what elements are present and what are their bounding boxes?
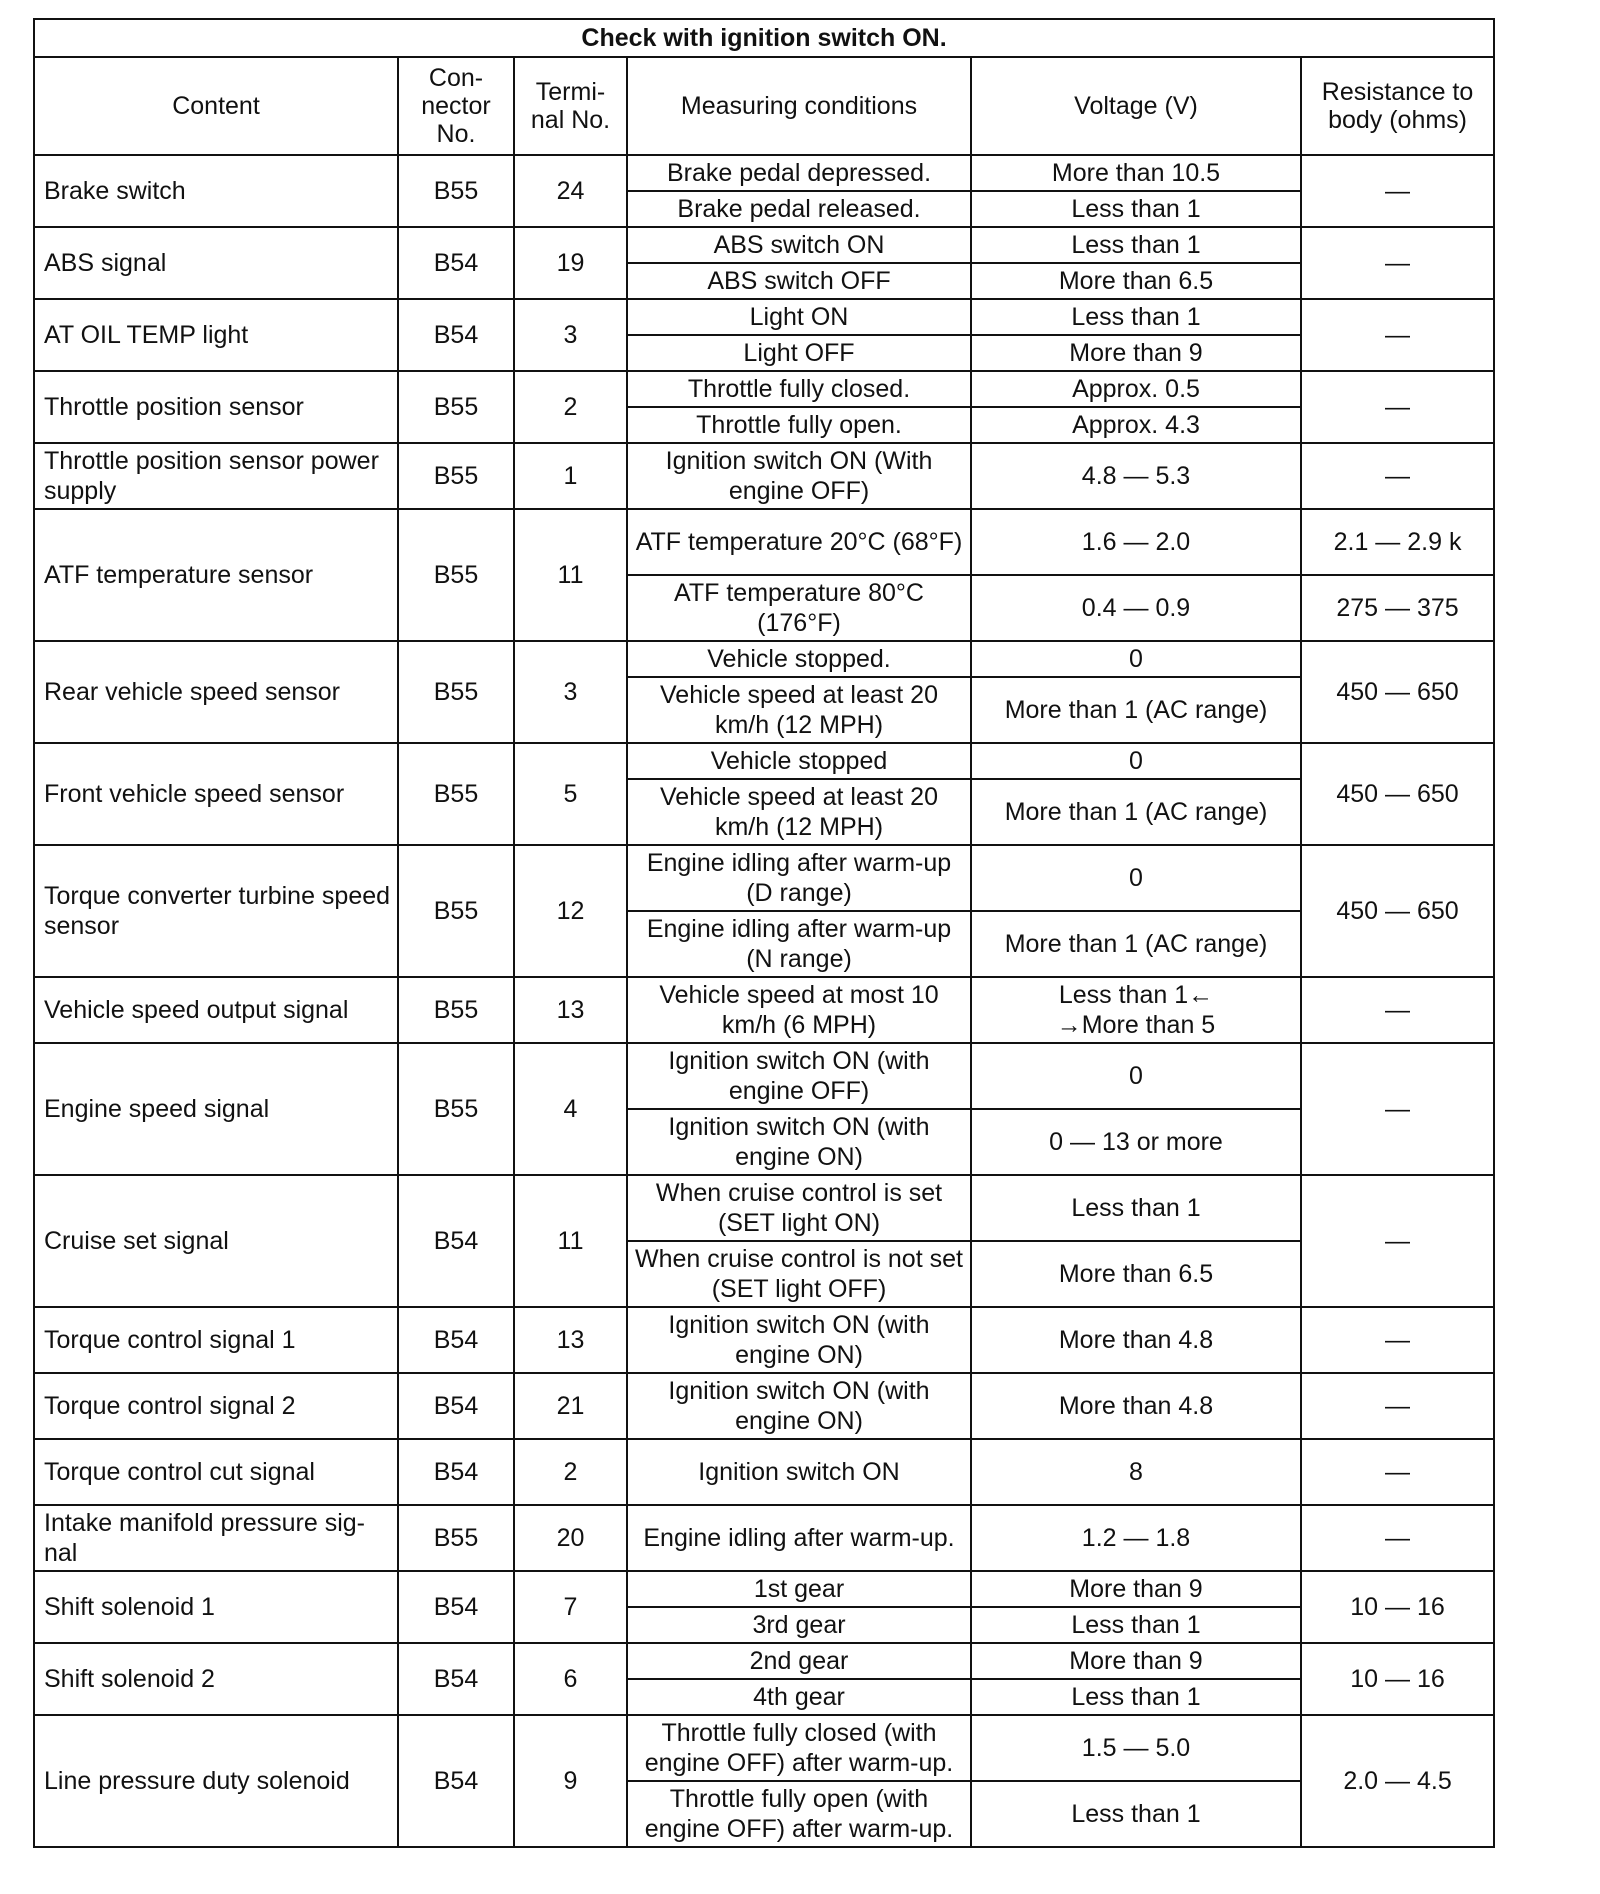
table-row: [34, 155, 1494, 191]
content-cell: Torque control signal 2: [34, 1373, 398, 1439]
voltage-cell: 0.4 — 0.9: [971, 575, 1301, 641]
condition-cell: ATF temperature 80°C (176°F): [627, 575, 971, 641]
content-cell: Torque control cut signal: [34, 1439, 398, 1505]
table-row: [34, 641, 1494, 677]
resistance-cell: —: [1301, 1505, 1494, 1571]
condition-cell: 4th gear: [627, 1679, 971, 1715]
header-connector: Con- nector No.: [398, 57, 514, 155]
condition-cell: Ignition switch ON: [627, 1439, 971, 1505]
voltage-cell: More than 1 (AC range): [971, 677, 1301, 743]
voltage-cell: Less than 1: [971, 227, 1301, 263]
condition-cell: Vehicle stopped.: [627, 641, 971, 677]
voltage-cell: Less than 1← →More than 5: [971, 977, 1301, 1043]
resistance-cell: —: [1301, 299, 1494, 371]
content-cell: Engine speed signal: [34, 1043, 398, 1175]
resistance-cell: 450 — 650: [1301, 641, 1494, 743]
header-voltage: Voltage (V): [971, 57, 1301, 155]
content-cell: Vehicle speed output signal: [34, 977, 398, 1043]
condition-cell: Vehicle speed at most 10 km/h (6 MPH): [627, 977, 971, 1043]
terminal-cell: 12: [514, 845, 627, 977]
voltage-cell: 0: [971, 743, 1301, 779]
terminal-cell: 13: [514, 977, 627, 1043]
table-row: [34, 1643, 1494, 1679]
connector-cell: B55: [398, 1505, 514, 1571]
terminal-cell: 24: [514, 155, 627, 227]
connector-cell: B55: [398, 845, 514, 977]
terminal-cell: 21: [514, 1373, 627, 1439]
resistance-cell: —: [1301, 977, 1494, 1043]
table-row: [34, 1571, 1494, 1607]
condition-cell: ABS switch ON: [627, 227, 971, 263]
header-resistance: Resistance to body (ohms): [1301, 57, 1494, 155]
condition-cell: Vehicle speed at least 20 km/h (12 MPH): [627, 779, 971, 845]
connector-cell: B54: [398, 299, 514, 371]
table-row: [34, 1505, 1494, 1571]
resistance-cell: —: [1301, 443, 1494, 509]
condition-cell: Vehicle stopped: [627, 743, 971, 779]
connector-cell: B54: [398, 1373, 514, 1439]
resistance-cell: 275 — 375: [1301, 575, 1494, 641]
content-cell: Line pressure duty solenoid: [34, 1715, 398, 1847]
table-row: [34, 299, 1494, 335]
content-cell: Shift solenoid 1: [34, 1571, 398, 1643]
content-cell: Rear vehicle speed sensor: [34, 641, 398, 743]
terminal-cell: 7: [514, 1571, 627, 1643]
condition-cell: Ignition switch ON (with engine ON): [627, 1307, 971, 1373]
voltage-cell: Less than 1: [971, 1607, 1301, 1643]
table-row: [34, 1373, 1494, 1439]
table-row: [34, 371, 1494, 407]
terminal-cell: 2: [514, 1439, 627, 1505]
content-cell: Throttle position sensor power supply: [34, 443, 398, 509]
resistance-cell: 450 — 650: [1301, 845, 1494, 977]
condition-cell: Vehicle speed at least 20 km/h (12 MPH): [627, 677, 971, 743]
header-content: Content: [34, 57, 398, 155]
resistance-cell: 2.0 — 4.5: [1301, 1715, 1494, 1847]
voltage-cell: More than 9: [971, 1643, 1301, 1679]
terminal-cell: 9: [514, 1715, 627, 1847]
resistance-cell: —: [1301, 1043, 1494, 1175]
voltage-cell: Less than 1: [971, 299, 1301, 335]
condition-cell: Ignition switch ON (with engine ON): [627, 1373, 971, 1439]
voltage-cell: 0: [971, 641, 1301, 677]
header-conditions: Measuring conditions: [627, 57, 971, 155]
table-row: [34, 227, 1494, 263]
resistance-cell: —: [1301, 1307, 1494, 1373]
condition-cell: Throttle fully closed (with engine OFF) after warm-up.: [627, 1715, 971, 1781]
connector-cell: B54: [398, 1571, 514, 1643]
content-cell: Brake switch: [34, 155, 398, 227]
voltage-cell: More than 6.5: [971, 1241, 1301, 1307]
voltage-cell: 0: [971, 1043, 1301, 1109]
condition-cell: Engine idling after warm-up (D range): [627, 845, 971, 911]
voltage-cell: More than 10.5: [971, 155, 1301, 191]
resistance-cell: —: [1301, 155, 1494, 227]
terminal-cell: 19: [514, 227, 627, 299]
condition-cell: Throttle fully open.: [627, 407, 971, 443]
voltage-cell: More than 9: [971, 335, 1301, 371]
content-cell: Cruise set signal: [34, 1175, 398, 1307]
voltage-cell: More than 6.5: [971, 263, 1301, 299]
condition-cell: Ignition switch ON (with engine OFF): [627, 1043, 971, 1109]
voltage-cell: More than 1 (AC range): [971, 779, 1301, 845]
connector-cell: B55: [398, 443, 514, 509]
condition-cell: 2nd gear: [627, 1643, 971, 1679]
inspection-table: [33, 18, 1495, 1848]
content-cell: Shift solenoid 2: [34, 1643, 398, 1715]
table-title: Check with ignition switch ON.: [34, 19, 1494, 57]
connector-cell: B54: [398, 1307, 514, 1373]
voltage-cell: Approx. 4.3: [971, 407, 1301, 443]
connector-cell: B54: [398, 1439, 514, 1505]
condition-cell: When cruise control is not set (SET light OFF): [627, 1241, 971, 1307]
voltage-cell: Less than 1: [971, 1679, 1301, 1715]
voltage-cell: More than 1 (AC range): [971, 911, 1301, 977]
condition-cell: Light OFF: [627, 335, 971, 371]
connector-cell: B55: [398, 371, 514, 443]
connector-cell: B54: [398, 1175, 514, 1307]
connector-cell: B55: [398, 977, 514, 1043]
voltage-cell: More than 4.8: [971, 1307, 1301, 1373]
resistance-cell: 450 — 650: [1301, 743, 1494, 845]
voltage-cell: Less than 1: [971, 1781, 1301, 1847]
condition-cell: When cruise control is set (SET light ON): [627, 1175, 971, 1241]
content-cell: Intake manifold pressure sig- nal: [34, 1505, 398, 1571]
table-row: [34, 1307, 1494, 1373]
condition-cell: 1st gear: [627, 1571, 971, 1607]
terminal-cell: 6: [514, 1643, 627, 1715]
resistance-cell: —: [1301, 1175, 1494, 1307]
condition-cell: Engine idling after warm-up (N range): [627, 911, 971, 977]
terminal-cell: 4: [514, 1043, 627, 1175]
resistance-cell: —: [1301, 227, 1494, 299]
connector-cell: B55: [398, 509, 514, 641]
condition-cell: ABS switch OFF: [627, 263, 971, 299]
voltage-cell: 0 — 13 or more: [971, 1109, 1301, 1175]
table-row: [34, 845, 1494, 911]
table-row: [34, 509, 1494, 575]
content-cell: ABS signal: [34, 227, 398, 299]
voltage-cell: 8: [971, 1439, 1301, 1505]
voltage-cell: 1.5 — 5.0: [971, 1715, 1301, 1781]
table-row: [34, 1043, 1494, 1109]
terminal-cell: 11: [514, 1175, 627, 1307]
voltage-cell: 1.6 — 2.0: [971, 509, 1301, 575]
connector-cell: B54: [398, 227, 514, 299]
table-row: [34, 977, 1494, 1043]
connector-cell: B55: [398, 641, 514, 743]
content-cell: Torque control signal 1: [34, 1307, 398, 1373]
condition-cell: ATF temperature 20°C (68°F): [627, 509, 971, 575]
terminal-cell: 1: [514, 443, 627, 509]
condition-cell: Brake pedal depressed.: [627, 155, 971, 191]
table-row: [34, 1175, 1494, 1241]
condition-cell: Throttle fully closed.: [627, 371, 971, 407]
terminal-cell: 11: [514, 509, 627, 641]
table-row: [34, 443, 1494, 509]
connector-cell: B54: [398, 1715, 514, 1847]
condition-cell: Ignition switch ON (With engine OFF): [627, 443, 971, 509]
content-cell: Throttle position sensor: [34, 371, 398, 443]
content-cell: Torque converter turbine speed sensor: [34, 845, 398, 977]
voltage-cell: Approx. 0.5: [971, 371, 1301, 407]
voltage-cell: Less than 1: [971, 1175, 1301, 1241]
table-row: [34, 1439, 1494, 1505]
resistance-cell: 10 — 16: [1301, 1643, 1494, 1715]
voltage-cell: 4.8 — 5.3: [971, 443, 1301, 509]
terminal-cell: 20: [514, 1505, 627, 1571]
content-cell: Front vehicle speed sensor: [34, 743, 398, 845]
table-row: [34, 1715, 1494, 1781]
voltage-cell: More than 4.8: [971, 1373, 1301, 1439]
voltage-cell: More than 9: [971, 1571, 1301, 1607]
content-cell: ATF temperature sensor: [34, 509, 398, 641]
condition-cell: 3rd gear: [627, 1607, 971, 1643]
condition-cell: Light ON: [627, 299, 971, 335]
terminal-cell: 3: [514, 641, 627, 743]
condition-cell: Ignition switch ON (with engine ON): [627, 1109, 971, 1175]
resistance-cell: —: [1301, 371, 1494, 443]
resistance-cell: 10 — 16: [1301, 1571, 1494, 1643]
terminal-cell: 13: [514, 1307, 627, 1373]
connector-cell: B55: [398, 155, 514, 227]
terminal-cell: 2: [514, 371, 627, 443]
resistance-cell: —: [1301, 1373, 1494, 1439]
resistance-cell: —: [1301, 1439, 1494, 1505]
voltage-cell: 1.2 — 1.8: [971, 1505, 1301, 1571]
terminal-cell: 3: [514, 299, 627, 371]
connector-cell: B55: [398, 743, 514, 845]
header-terminal: Termi- nal No.: [514, 57, 627, 155]
table-row: [34, 743, 1494, 779]
voltage-cell: 0: [971, 845, 1301, 911]
terminal-cell: 5: [514, 743, 627, 845]
connector-cell: B54: [398, 1643, 514, 1715]
condition-cell: Throttle fully open (with engine OFF) after warm-up.: [627, 1781, 971, 1847]
content-cell: AT OIL TEMP light: [34, 299, 398, 371]
condition-cell: Brake pedal released.: [627, 191, 971, 227]
condition-cell: Engine idling after warm-up.: [627, 1505, 971, 1571]
connector-cell: B55: [398, 1043, 514, 1175]
voltage-cell: Less than 1: [971, 191, 1301, 227]
resistance-cell: 2.1 — 2.9 k: [1301, 509, 1494, 575]
